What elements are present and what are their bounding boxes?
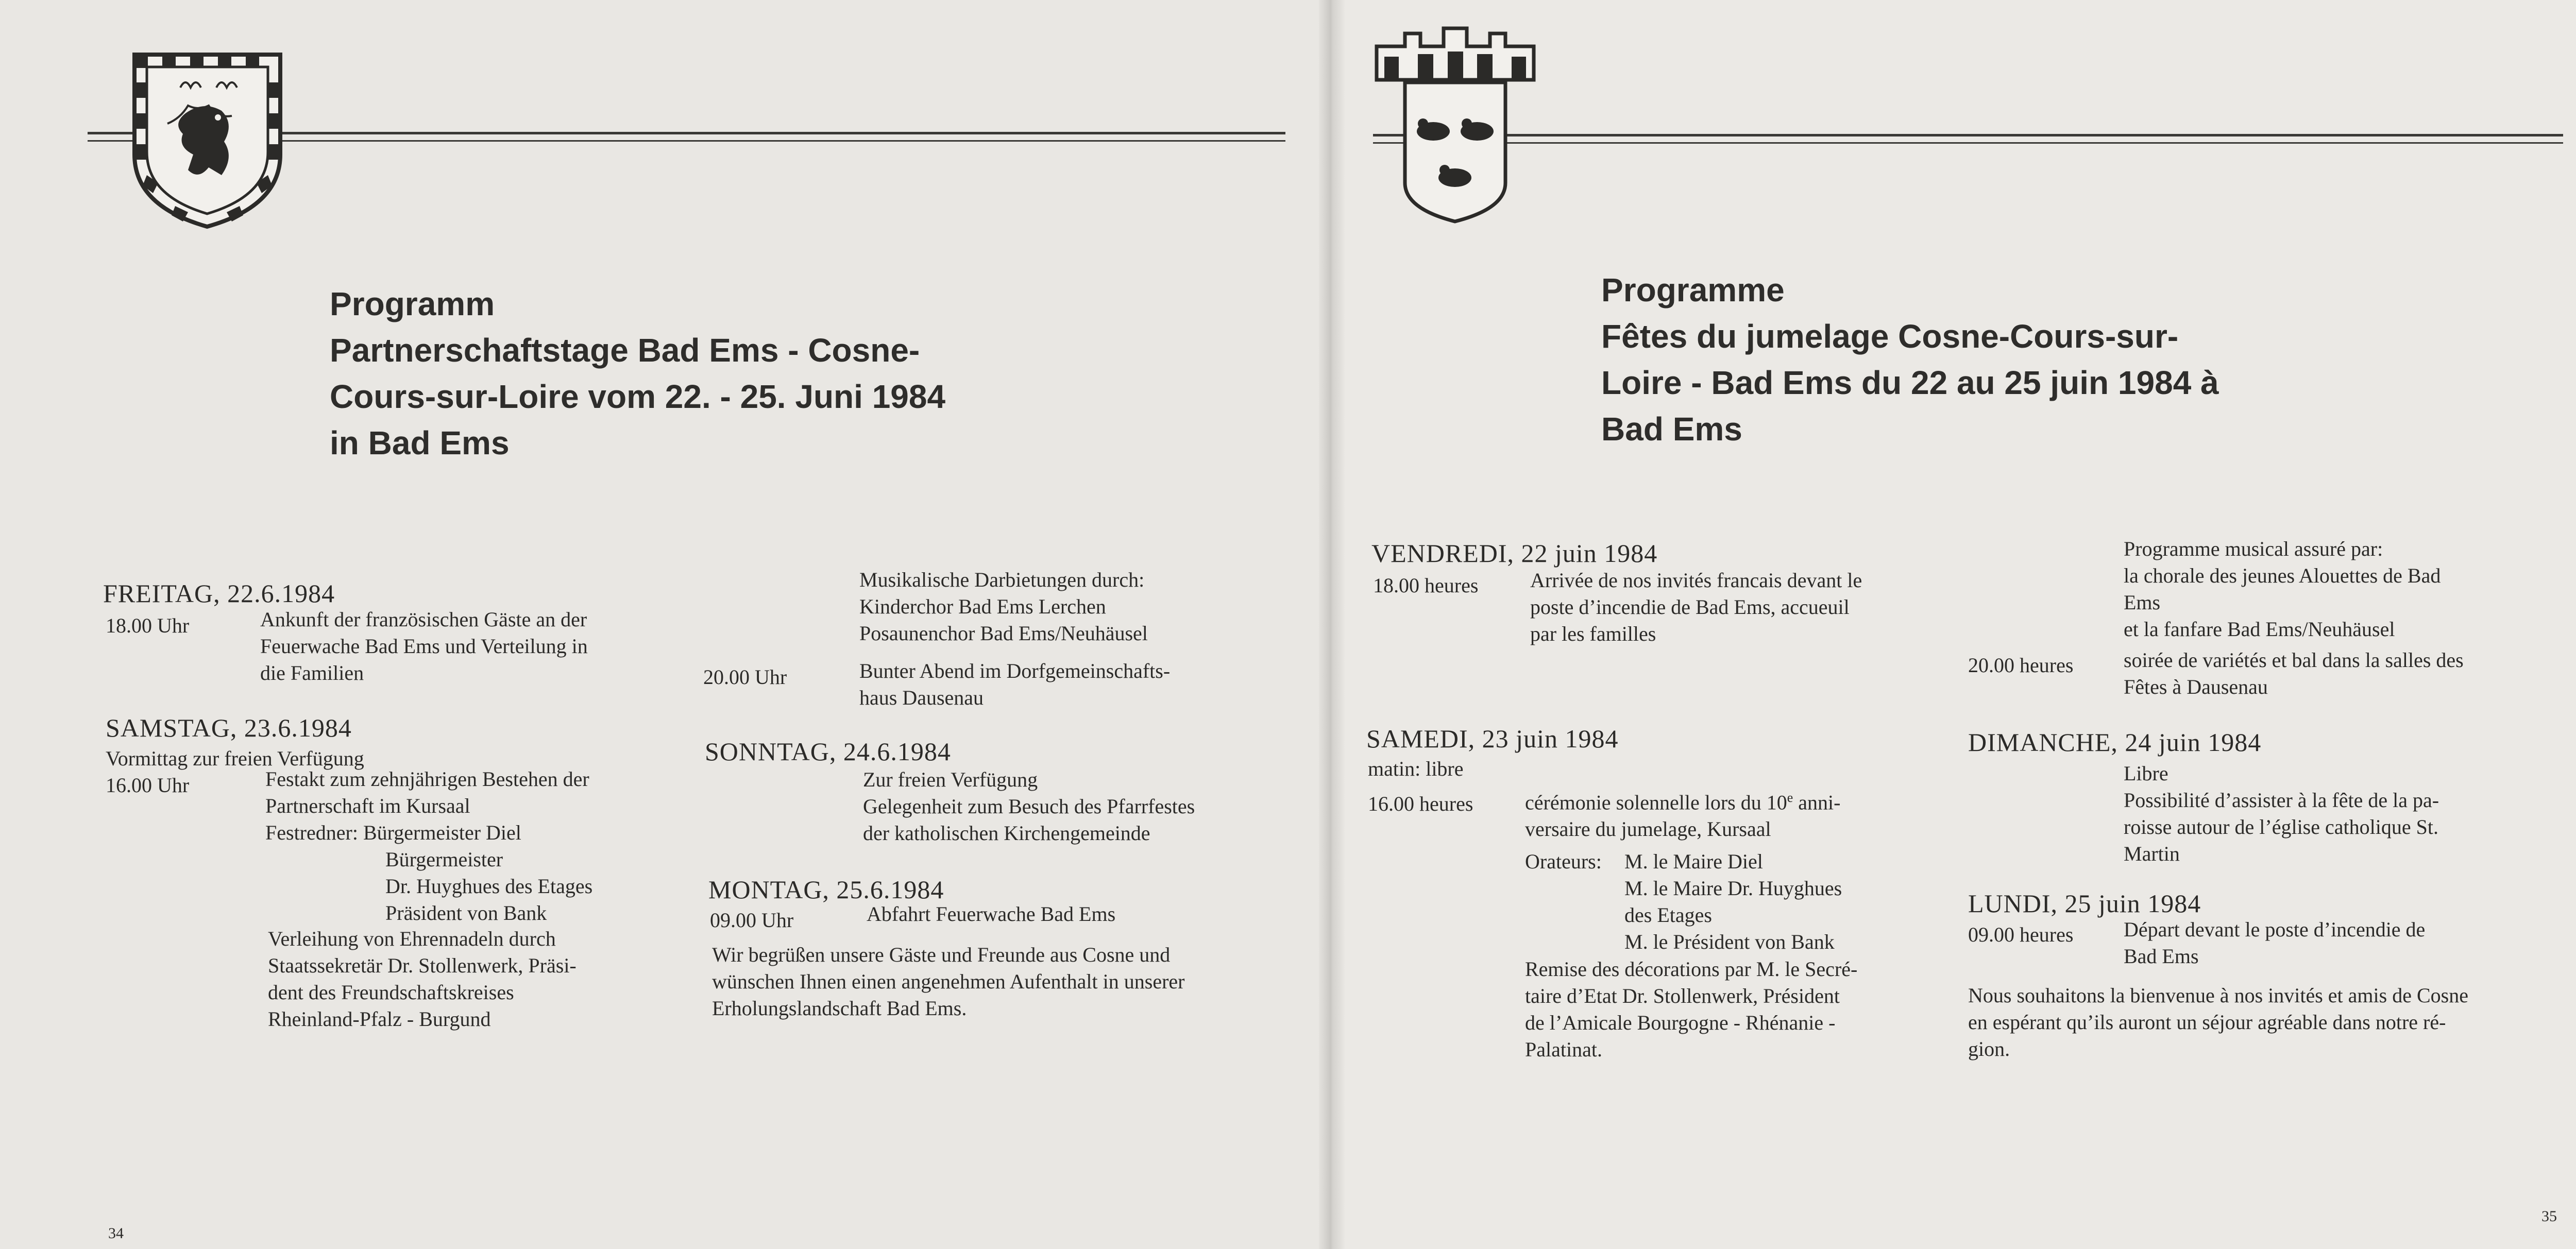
header-rule-thin (1373, 142, 2563, 144)
text-line: wünschen Ihnen einen angenehmen Aufenthalt in unserer (712, 970, 1185, 993)
event-text-samedi (1525, 784, 1840, 843)
heading-line: Bad Ems (1601, 410, 1742, 448)
event-text-vendredi (1530, 567, 1862, 647)
text-line: et la fanfare Bad Ems/Neuhäusel (2124, 618, 2395, 641)
book-gutter (1319, 0, 1345, 1249)
heading-line: Fêtes du jumelage Cosne-Cours-sur- (1601, 318, 2179, 355)
text-line: Posaunenchor Bad Ems/Neuhäusel (859, 622, 1148, 645)
text-part: anni- (1793, 791, 1841, 814)
heading-line: Programme (1601, 271, 1785, 309)
text-line: Possibilité d’assister à la fête de la pa- (2124, 789, 2439, 812)
heading-line: Loire - Bad Ems du 22 au 25 juin 1984 à (1601, 364, 2219, 401)
text-line: Remise des décorations par M. le Secré- (1525, 957, 1858, 981)
text-line: des Etages (1624, 903, 1712, 927)
time-label: 18.00 Uhr (106, 614, 190, 637)
text-line: dent des Freundschaftskreises (268, 981, 514, 1004)
closing-text-de (712, 942, 1184, 1022)
header-rule-thick (1373, 134, 2563, 136)
page-number-right: 35 (2541, 1208, 2557, 1225)
text-line: M. le Maire Dr. Huyghues (1624, 877, 1842, 900)
text-line: gion. (1968, 1037, 2010, 1060)
text-line: M. le Maire Diel (1624, 850, 1763, 873)
text-line: Palatinat. (1525, 1038, 1602, 1061)
text-line: Nous souhaitons la bienvenue à nos invités et amis de Cosne (1968, 984, 2468, 1007)
text-line (1525, 784, 1840, 816)
text-line: Festredner: Bürgermeister Diel (265, 821, 521, 844)
heading-line: Partnerschaftstage Bad Ems - Cosne- (330, 332, 920, 369)
text-line: Feuerwache Bad Ems und Verteilung in (260, 635, 588, 658)
day-heading-sunday: SONNTAG, 24.6.1984 (705, 737, 951, 766)
text-line: Bad Ems (2124, 945, 2199, 968)
morning-note: Vormittag zur freien Verfügung (106, 747, 364, 770)
day-heading-lundi: LUNDI, 25 juin 1984 (1968, 889, 2201, 918)
day-heading-friday: FREITAG, 22.6.1984 (103, 579, 335, 608)
text-part: cérémonie solennelle lors du 10 (1525, 791, 1787, 814)
day-heading-vendredi: VENDREDI, 22 juin 1984 (1371, 539, 1658, 568)
day-heading-dimanche: DIMANCHE, 24 juin 1984 (1968, 728, 2262, 757)
text-line: M. le Président von Bank (1624, 930, 1835, 953)
time-label: 09.00 heures (1968, 923, 2074, 946)
text-line: taire d’Etat Dr. Stollenwerk, Président (1525, 984, 1840, 1007)
day-heading-samedi: SAMEDI, 23 juin 1984 (1366, 724, 1619, 753)
text-line: Bunter Abend im Dorfgemeinschafts- (859, 659, 1171, 682)
text-line: Gelegenheit zum Besuch des Pfarrfestes (863, 795, 1195, 818)
morning-note: matin: libre (1368, 757, 1464, 780)
text-line: Präsident von Bank (385, 901, 547, 925)
text-line: Départ devant le poste d’incendie de (2124, 918, 2426, 941)
evening-text-fr (2124, 647, 2464, 700)
heading-line: Programm (330, 285, 495, 322)
music-text (859, 567, 1148, 647)
heading-line: Cours-sur-Loire vom 22. - 25. Juni 1984 (330, 378, 946, 415)
time-label: 16.00 heures (1368, 792, 1473, 815)
heading-line: in Bad Ems (330, 424, 510, 461)
text-line: Rheinland-Pfalz - Burgund (268, 1007, 491, 1031)
text-line: Musikalische Darbietungen durch: (859, 568, 1145, 591)
program-heading-de (330, 281, 945, 466)
text-line: Bürgermeister (385, 848, 503, 871)
bad-ems-coat-of-arms-icon (131, 52, 283, 229)
remise-text (1525, 956, 1857, 1063)
text-line: Kinderchor Bad Ems Lerchen (859, 595, 1106, 618)
text-line: Fêtes à Dausenau (2124, 675, 2268, 698)
event-text-saturday (265, 766, 589, 846)
text-line: Zur freien Verfügung (863, 768, 1038, 791)
event-text-friday (260, 606, 588, 687)
text-line: en espérant qu’ils auront un séjour agréable dans notre ré- (1968, 1011, 2446, 1034)
text-line: par les familles (1530, 622, 1656, 645)
text-line: soirée de variétés et bal dans la salles des (2124, 648, 2464, 672)
orators-list (1624, 848, 1842, 955)
evening-text (859, 658, 1170, 711)
day-heading-monday: MONTAG, 25.6.1984 (708, 875, 944, 904)
time-label: 16.00 Uhr (106, 774, 190, 797)
time-label: 20.00 Uhr (703, 665, 787, 689)
event-text-sunday (863, 766, 1195, 847)
page-number-left: 34 (108, 1225, 124, 1242)
music-text-fr (2124, 536, 2441, 643)
time-label: 18.00 heures (1373, 574, 1479, 597)
program-heading-fr (1601, 267, 2219, 452)
cosne-coat-of-arms-icon (1366, 23, 1544, 229)
text-line: Arrivée de nos invités francais devant le (1530, 569, 1862, 592)
text-line: la chorale des jeunes Alouettes de Bad (2124, 564, 2441, 587)
text-line: Partnerschaft im Kursaal (265, 794, 470, 817)
text-line: die Familien (260, 661, 364, 685)
text-line: poste d’incendie de Bad Ems, accueuil (1530, 595, 1850, 619)
award-text (268, 926, 577, 1033)
text-line: Staatssekretär Dr. Stollenwerk, Präsi- (268, 954, 577, 977)
event-text-lundi (2124, 916, 2425, 970)
text-line: Erholungslandschaft Bad Ems. (712, 997, 967, 1020)
text-line: Martin (2124, 842, 2180, 865)
speakers-list (385, 846, 592, 927)
text-line: roisse autour de l’église catholique St. (2124, 815, 2438, 839)
text-line: Dr. Huyghues des Etages (385, 875, 593, 898)
closing-text-fr (1968, 982, 2468, 1063)
text-line: de l’Amicale Bourgogne - Rhénanie - (1525, 1011, 1836, 1034)
event-text-dimanche (2124, 760, 2439, 867)
text-line: Libre (2124, 762, 2168, 785)
orators-label: Orateurs: (1525, 850, 1602, 873)
time-label: 20.00 heures (1968, 654, 2074, 677)
day-heading-saturday: SAMSTAG, 23.6.1984 (106, 713, 352, 742)
text-line: Programme musical assuré par: (2124, 537, 2383, 560)
text-line: Verleihung von Ehrennadeln durch (268, 927, 556, 950)
text-line: versaire du jumelage, Kursaal (1525, 817, 1771, 841)
superscript: e (1787, 790, 1793, 805)
text-line: der katholischen Kirchengemeinde (863, 822, 1150, 845)
text-line: Festakt zum zehnjährigen Bestehen der (265, 767, 589, 791)
event-text-monday: Abfahrt Feuerwache Bad Ems (867, 902, 1116, 926)
text-line: Wir begrüßen unsere Gäste und Freunde aus Cosne und (712, 943, 1171, 966)
text-line: Ems (2124, 591, 2161, 614)
text-line: Ankunft der französischen Gäste an der (260, 608, 587, 631)
time-label: 09.00 Uhr (710, 909, 794, 932)
text-line: haus Dausenau (859, 686, 984, 709)
